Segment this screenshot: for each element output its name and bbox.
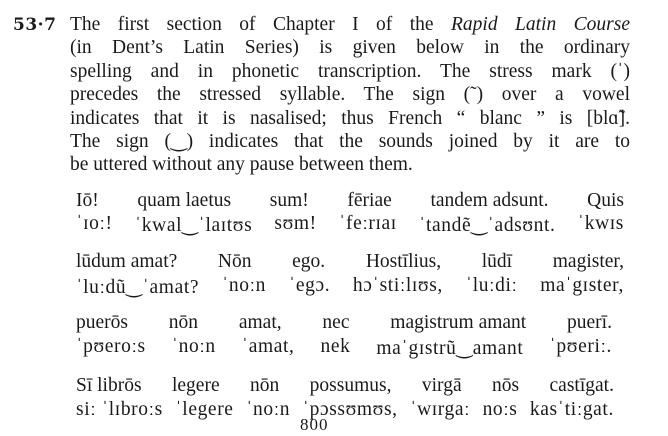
phonetic-word: hɔˈstiːlɪʊs, <box>352 275 443 296</box>
phonetic-word: ˈnoːn <box>171 336 216 357</box>
latin-line <box>76 375 614 397</box>
intro-text: be uttered without any pause between them. <box>70 154 413 176</box>
phonetic-word: ˈnoːn <box>245 399 291 420</box>
phonetic-word: ˈfeːrɪaɪ <box>338 213 397 234</box>
latin-word: sum! <box>269 190 309 211</box>
latin-word: lūdī <box>481 251 513 272</box>
intro-text: The first section of Chapter I of the <box>70 14 452 35</box>
intro-line <box>70 13 630 36</box>
phonetic-word: ˈkwɪs <box>577 213 624 234</box>
book-title: Rapid Latin Course <box>451 14 630 35</box>
phonetic-word: ˈpʊeriː. <box>549 336 612 357</box>
latin-word: lūdum amat? <box>76 251 178 272</box>
intro-line <box>70 83 630 106</box>
section-number: 53·7 <box>13 15 57 35</box>
phonetic-word: ˈlegere <box>175 399 234 420</box>
phonetic-word: ˈegɔ. <box>288 275 331 296</box>
intro-text: The sign (‿) indicates that the sounds joined by it are to <box>70 131 630 153</box>
latin-word: puerī. <box>567 312 612 333</box>
latin-word: virgā <box>421 375 462 396</box>
latin-word: Nōn <box>217 251 252 272</box>
latin-word: nec <box>322 312 350 333</box>
phonetic-word: nek <box>320 336 351 357</box>
latin-word: castīgat. <box>549 375 614 396</box>
latin-word: nōn <box>250 375 280 396</box>
latin-word: Iō! <box>76 190 99 211</box>
phonetic-word: ˈkwal‿ˈlaɪtʊs <box>134 215 253 236</box>
latin-word: fēriae <box>347 190 392 211</box>
phonetic-line <box>76 275 624 299</box>
intro-line <box>70 107 630 130</box>
phonetic-word: kasˈtiːgat. <box>529 399 614 420</box>
phonetic-line <box>76 213 624 237</box>
latin-word: Hostīlius, <box>365 251 442 272</box>
latin-word: nōn <box>168 312 199 333</box>
phonetic-word: ˈamat, <box>241 336 295 357</box>
intro-line <box>70 60 630 83</box>
phonetic-word: maˈgɪster, <box>540 275 624 296</box>
latin-word: amat, <box>238 312 282 333</box>
latin-word: Sī librōs <box>76 375 142 396</box>
page-number: 800 <box>300 415 329 434</box>
phonetic-word: maˈgɪstrũ‿amant <box>376 338 524 359</box>
phonetic-word: ˈluːdiː <box>465 275 518 296</box>
phonetic-word: noːs <box>482 399 518 420</box>
phonetic-word: siː ˈlɪbroːs <box>76 399 163 420</box>
latin-line <box>76 312 612 334</box>
latin-word: puerōs <box>76 312 128 333</box>
latin-word: magister, <box>552 251 624 272</box>
phonetic-word: ˈpʊeroːs <box>76 336 146 357</box>
phonetic-line <box>76 399 614 421</box>
intro-text: indicates that it is nasalised; thus French “ blanc ” is [blɑ̃]. <box>70 107 630 129</box>
intro-line <box>70 36 630 59</box>
phonetic-word: ˈpɔssʊmʊs, <box>302 399 398 420</box>
latin-word: magistrum amant <box>390 312 527 333</box>
latin-word: tandem adsunt. <box>430 190 549 211</box>
latin-word: nōs <box>492 375 520 396</box>
intro-line <box>70 153 630 176</box>
latin-line <box>76 190 624 212</box>
intro-text: (in Dent’s Latin Series) is given below in the ordinary <box>70 37 630 59</box>
latin-word: legere <box>171 375 220 396</box>
latin-word: Quis <box>587 190 624 211</box>
phonetic-word: sʊm! <box>274 213 317 234</box>
phonetic-word: ˈnoːn <box>221 275 267 296</box>
latin-word: possumus, <box>309 375 392 396</box>
phonetic-line <box>76 336 612 360</box>
phonetic-word: ˈwɪrgaː <box>410 399 471 420</box>
latin-word: quam laetus <box>137 190 232 211</box>
phonetic-word: ˈɪoː! <box>76 213 113 234</box>
intro-line <box>70 130 630 153</box>
intro-text: precedes the stressed syllable. The sign (˜) over a vowel <box>70 84 630 106</box>
latin-word: ego. <box>292 251 326 272</box>
latin-line <box>76 251 624 273</box>
intro-text: spelling and in phonetic transcription. The stress mark (ˈ) <box>70 60 630 82</box>
phonetic-word: ˈtandẽ‿ˈadsʊnt. <box>418 215 556 236</box>
phonetic-word: ˈluːdũ‿ˈamat? <box>76 277 200 298</box>
intro-paragraph <box>70 13 630 177</box>
